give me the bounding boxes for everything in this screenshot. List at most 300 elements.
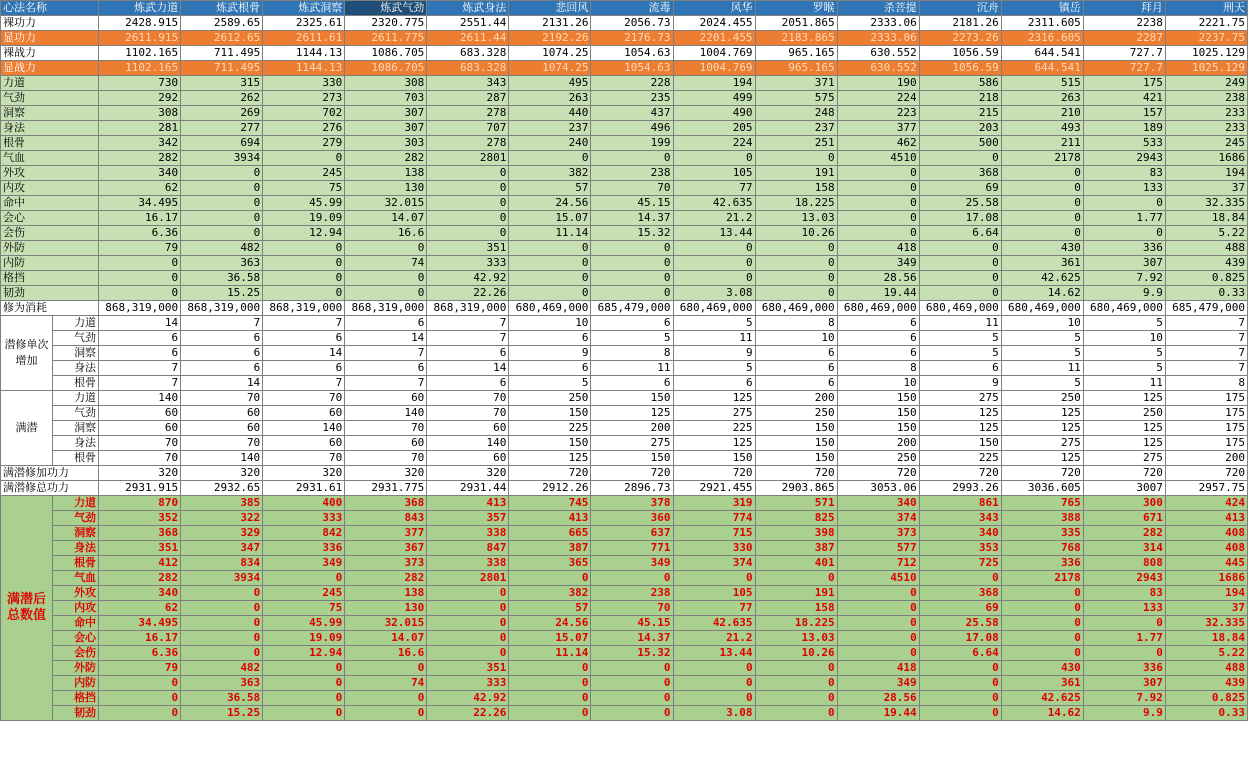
stat-cell[interactable]: 0 (591, 271, 673, 286)
full-potential-cell[interactable]: 60 (263, 436, 345, 451)
final-total-cell[interactable]: 0 (181, 631, 263, 646)
stat-cell[interactable]: 42.92 (427, 271, 509, 286)
final-total-cell[interactable]: 0 (99, 706, 181, 721)
single-increase-cell[interactable]: 6 (591, 316, 673, 331)
cost-cell[interactable]: 680,469,000 (509, 301, 591, 316)
stat-cell[interactable]: 0 (263, 256, 345, 271)
stat-cell[interactable]: 382 (509, 166, 591, 181)
final-total-cell[interactable]: 0 (263, 571, 345, 586)
single-increase-cell[interactable]: 6 (673, 376, 755, 391)
final-total-cell[interactable]: 378 (591, 496, 673, 511)
single-increase-cell[interactable]: 8 (1165, 376, 1247, 391)
stat-cell[interactable]: 315 (181, 76, 263, 91)
full-potential-cell[interactable]: 275 (673, 406, 755, 421)
single-increase-cell[interactable]: 9 (673, 346, 755, 361)
final-total-cell[interactable]: 0 (427, 601, 509, 616)
final-total-cell[interactable]: 75 (263, 601, 345, 616)
row-label[interactable]: 裸战力 (1, 46, 99, 61)
stat-cell[interactable]: 194 (673, 76, 755, 91)
cost-cell[interactable]: 868,319,000 (263, 301, 345, 316)
final-total-cell[interactable]: 319 (673, 496, 755, 511)
stat-cell[interactable]: 218 (919, 91, 1001, 106)
stat-cell[interactable]: 18.84 (1165, 211, 1247, 226)
final-total-cell[interactable]: 9.9 (1083, 706, 1165, 721)
stat-cell[interactable]: 0 (755, 151, 837, 166)
attribute-label[interactable]: 会心 (53, 631, 99, 646)
final-total-cell[interactable]: 488 (1165, 661, 1247, 676)
stat-cell[interactable]: 205 (673, 121, 755, 136)
stat-cell[interactable]: 0 (673, 271, 755, 286)
stat-cell[interactable]: 233 (1165, 121, 1247, 136)
stat-cell[interactable]: 17.08 (919, 211, 1001, 226)
final-total-cell[interactable]: 349 (837, 676, 919, 691)
single-increase-cell[interactable]: 6 (919, 361, 1001, 376)
stat-cell[interactable]: 515 (1001, 76, 1083, 91)
stat-cell[interactable]: 278 (427, 136, 509, 151)
stat-cell[interactable]: 730 (99, 76, 181, 91)
final-total-cell[interactable]: 36.58 (181, 691, 263, 706)
total-cell[interactable]: 320 (427, 466, 509, 481)
final-total-cell[interactable]: 0 (509, 571, 591, 586)
summary-cell[interactable]: 2611.44 (427, 31, 509, 46)
total-cell[interactable]: 720 (509, 466, 591, 481)
full-potential-cell[interactable]: 125 (591, 406, 673, 421)
stat-cell[interactable]: 336 (1083, 241, 1165, 256)
summary-cell[interactable]: 965.165 (755, 61, 837, 76)
final-total-cell[interactable]: 374 (673, 556, 755, 571)
final-total-cell[interactable]: 382 (509, 586, 591, 601)
stat-cell[interactable]: 203 (919, 121, 1001, 136)
stat-cell[interactable]: 0 (1001, 211, 1083, 226)
full-potential-cell[interactable]: 60 (263, 406, 345, 421)
column-header[interactable]: 镇岳 (1001, 1, 1083, 16)
final-total-cell[interactable]: 16.17 (99, 631, 181, 646)
stat-cell[interactable]: 495 (509, 76, 591, 91)
stat-cell[interactable]: 189 (1083, 121, 1165, 136)
stat-cell[interactable]: 237 (509, 121, 591, 136)
row-label[interactable]: 外防 (1, 241, 99, 256)
summary-cell[interactable]: 2325.61 (263, 16, 345, 31)
stat-cell[interactable]: 228 (591, 76, 673, 91)
stat-cell[interactable]: 0 (427, 211, 509, 226)
final-total-cell[interactable]: 373 (345, 556, 427, 571)
summary-cell[interactable]: 2238 (1083, 16, 1165, 31)
full-potential-cell[interactable]: 60 (427, 451, 509, 466)
final-total-cell[interactable]: 418 (837, 661, 919, 676)
final-total-cell[interactable]: 374 (837, 511, 919, 526)
final-total-cell[interactable]: 725 (919, 556, 1001, 571)
row-label[interactable]: 满潜修加功力 (1, 466, 99, 481)
final-total-cell[interactable]: 307 (1083, 676, 1165, 691)
stat-cell[interactable]: 351 (427, 241, 509, 256)
stat-cell[interactable]: 702 (263, 106, 345, 121)
total-cell[interactable]: 720 (919, 466, 1001, 481)
stat-cell[interactable]: 237 (755, 121, 837, 136)
stat-cell[interactable]: 16.6 (345, 226, 427, 241)
single-increase-cell[interactable]: 6 (837, 316, 919, 331)
final-total-cell[interactable]: 14.62 (1001, 706, 1083, 721)
final-total-cell[interactable]: 445 (1165, 556, 1247, 571)
full-potential-cell[interactable]: 250 (837, 451, 919, 466)
single-increase-cell[interactable]: 6 (181, 331, 263, 346)
stat-cell[interactable]: 45.15 (591, 196, 673, 211)
total-cell[interactable]: 2921.455 (673, 481, 755, 496)
final-total-cell[interactable]: 357 (427, 511, 509, 526)
summary-cell[interactable]: 711.495 (181, 61, 263, 76)
stat-cell[interactable]: 194 (1165, 166, 1247, 181)
full-potential-cell[interactable]: 140 (181, 451, 263, 466)
stat-cell[interactable]: 210 (1001, 106, 1083, 121)
full-potential-cell[interactable]: 70 (345, 451, 427, 466)
final-total-cell[interactable]: 0 (591, 571, 673, 586)
stat-cell[interactable]: 269 (181, 106, 263, 121)
summary-cell[interactable]: 1025.129 (1165, 46, 1247, 61)
final-total-cell[interactable]: 385 (181, 496, 263, 511)
stat-cell[interactable]: 0 (919, 271, 1001, 286)
total-cell[interactable]: 720 (1165, 466, 1247, 481)
full-potential-cell[interactable]: 125 (1083, 436, 1165, 451)
attribute-label[interactable]: 身法 (53, 436, 99, 451)
final-total-cell[interactable]: 0 (509, 661, 591, 676)
attribute-label[interactable]: 气血 (53, 571, 99, 586)
attribute-label[interactable]: 根骨 (53, 376, 99, 391)
final-total-cell[interactable]: 0 (1001, 616, 1083, 631)
full-potential-cell[interactable]: 60 (181, 421, 263, 436)
final-total-cell[interactable]: 336 (263, 541, 345, 556)
final-total-cell[interactable]: 0 (1001, 586, 1083, 601)
row-label[interactable]: 会伤 (1, 226, 99, 241)
stat-cell[interactable]: 0 (427, 166, 509, 181)
final-total-cell[interactable]: 0 (755, 661, 837, 676)
stat-cell[interactable]: 57 (509, 181, 591, 196)
stat-cell[interactable]: 28.56 (837, 271, 919, 286)
final-total-cell[interactable]: 45.15 (591, 616, 673, 631)
row-label[interactable]: 满潜修总功力 (1, 481, 99, 496)
final-total-cell[interactable]: 340 (99, 586, 181, 601)
summary-cell[interactable]: 683.328 (427, 61, 509, 76)
stat-cell[interactable]: 34.495 (99, 196, 181, 211)
single-increase-cell[interactable]: 6 (837, 331, 919, 346)
full-potential-cell[interactable]: 140 (345, 406, 427, 421)
stat-cell[interactable]: 0 (509, 286, 591, 301)
summary-cell[interactable]: 2611.915 (99, 31, 181, 46)
stat-cell[interactable]: 0 (919, 256, 1001, 271)
single-increase-cell[interactable]: 10 (509, 316, 591, 331)
final-total-cell[interactable]: 0 (755, 691, 837, 706)
single-increase-cell[interactable]: 11 (1083, 376, 1165, 391)
full-potential-cell[interactable]: 225 (919, 451, 1001, 466)
full-potential-cell[interactable]: 125 (1001, 406, 1083, 421)
stat-cell[interactable]: 13.44 (673, 226, 755, 241)
summary-cell[interactable]: 2181.26 (919, 16, 1001, 31)
final-total-cell[interactable]: 5.22 (1165, 646, 1247, 661)
final-total-cell[interactable]: 77 (673, 601, 755, 616)
stat-cell[interactable]: 0 (345, 241, 427, 256)
single-increase-cell[interactable]: 7 (427, 316, 509, 331)
stat-cell[interactable]: 7.92 (1083, 271, 1165, 286)
stat-cell[interactable]: 249 (1165, 76, 1247, 91)
stat-cell[interactable]: 0 (591, 256, 673, 271)
summary-cell[interactable]: 2056.73 (591, 16, 673, 31)
final-total-cell[interactable]: 0 (1083, 646, 1165, 661)
single-increase-cell[interactable]: 5 (509, 376, 591, 391)
stat-cell[interactable]: 308 (99, 106, 181, 121)
single-increase-cell[interactable]: 8 (591, 346, 673, 361)
final-total-cell[interactable]: 413 (509, 511, 591, 526)
single-increase-cell[interactable]: 7 (1165, 316, 1247, 331)
final-total-cell[interactable]: 0 (919, 691, 1001, 706)
final-total-cell[interactable]: 0 (345, 706, 427, 721)
final-total-cell[interactable]: 842 (263, 526, 345, 541)
final-total-cell[interactable]: 11.14 (509, 646, 591, 661)
stat-cell[interactable]: 6.36 (99, 226, 181, 241)
stat-cell[interactable]: 0 (837, 226, 919, 241)
final-total-cell[interactable]: 42.625 (1001, 691, 1083, 706)
full-potential-cell[interactable]: 60 (345, 436, 427, 451)
final-total-cell[interactable]: 408 (1165, 526, 1247, 541)
single-increase-cell[interactable]: 7 (1165, 331, 1247, 346)
final-total-cell[interactable]: 637 (591, 526, 673, 541)
summary-cell[interactable]: 965.165 (755, 46, 837, 61)
stat-cell[interactable]: 235 (591, 91, 673, 106)
final-total-cell[interactable]: 377 (345, 526, 427, 541)
full-potential-cell[interactable]: 70 (263, 391, 345, 406)
summary-cell[interactable]: 711.495 (181, 46, 263, 61)
stat-cell[interactable]: 0 (99, 286, 181, 301)
summary-cell[interactable]: 727.7 (1083, 46, 1165, 61)
cost-cell[interactable]: 868,319,000 (345, 301, 427, 316)
final-total-cell[interactable]: 825 (755, 511, 837, 526)
final-total-cell[interactable]: 715 (673, 526, 755, 541)
final-total-cell[interactable]: 2801 (427, 571, 509, 586)
stat-cell[interactable]: 245 (263, 166, 345, 181)
stat-cell[interactable]: 0 (1083, 226, 1165, 241)
final-total-cell[interactable]: 14.07 (345, 631, 427, 646)
stat-cell[interactable]: 77 (673, 181, 755, 196)
total-cell[interactable]: 2931.61 (263, 481, 345, 496)
single-increase-cell[interactable]: 6 (427, 346, 509, 361)
final-total-cell[interactable]: 70 (591, 601, 673, 616)
attribute-label[interactable]: 会伤 (53, 646, 99, 661)
summary-cell[interactable]: 2183.865 (755, 31, 837, 46)
final-total-cell[interactable]: 0 (837, 646, 919, 661)
single-increase-cell[interactable]: 5 (919, 346, 1001, 361)
final-total-cell[interactable]: 37 (1165, 601, 1247, 616)
final-total-cell[interactable]: 0 (263, 676, 345, 691)
stat-cell[interactable]: 0 (591, 286, 673, 301)
full-potential-cell[interactable]: 275 (1001, 436, 1083, 451)
stat-cell[interactable]: 42.635 (673, 196, 755, 211)
final-total-cell[interactable]: 282 (345, 571, 427, 586)
stat-cell[interactable]: 24.56 (509, 196, 591, 211)
final-total-cell[interactable]: 158 (755, 601, 837, 616)
stat-cell[interactable]: 133 (1083, 181, 1165, 196)
summary-cell[interactable]: 644.541 (1001, 46, 1083, 61)
stat-cell[interactable]: 37 (1165, 181, 1247, 196)
final-total-cell[interactable]: 0 (1001, 631, 1083, 646)
stat-cell[interactable]: 6.64 (919, 226, 1001, 241)
final-total-cell[interactable]: 79 (99, 661, 181, 676)
final-total-cell[interactable]: 0 (755, 571, 837, 586)
stat-cell[interactable]: 303 (345, 136, 427, 151)
full-potential-cell[interactable]: 150 (837, 406, 919, 421)
final-total-group-label[interactable]: 满潜后总数值 (1, 496, 53, 721)
stat-cell[interactable]: 0 (181, 211, 263, 226)
column-header[interactable]: 炼武力道 (99, 1, 181, 16)
summary-cell[interactable]: 2024.455 (673, 16, 755, 31)
single-increase-cell[interactable]: 5 (1001, 331, 1083, 346)
final-total-cell[interactable]: 870 (99, 496, 181, 511)
final-total-cell[interactable]: 17.08 (919, 631, 1001, 646)
stat-cell[interactable]: 0 (345, 271, 427, 286)
stat-cell[interactable]: 224 (837, 91, 919, 106)
full-potential-cell[interactable]: 250 (1083, 406, 1165, 421)
single-increase-cell[interactable]: 6 (509, 361, 591, 376)
final-total-cell[interactable]: 6.64 (919, 646, 1001, 661)
stat-cell[interactable]: 439 (1165, 256, 1247, 271)
final-total-cell[interactable]: 45.99 (263, 616, 345, 631)
summary-cell[interactable]: 1086.705 (345, 46, 427, 61)
row-label[interactable]: 洞察 (1, 106, 99, 121)
total-cell[interactable]: 320 (181, 466, 263, 481)
single-increase-cell[interactable]: 10 (1001, 316, 1083, 331)
single-increase-cell[interactable]: 5 (1001, 376, 1083, 391)
final-total-cell[interactable]: 34.495 (99, 616, 181, 631)
cost-cell[interactable]: 680,469,000 (673, 301, 755, 316)
full-potential-cell[interactable]: 175 (1165, 436, 1247, 451)
final-total-cell[interactable]: 245 (263, 586, 345, 601)
stat-cell[interactable]: 0 (919, 151, 1001, 166)
stat-cell[interactable]: 19.44 (837, 286, 919, 301)
final-total-cell[interactable]: 25.58 (919, 616, 1001, 631)
summary-cell[interactable]: 2176.73 (591, 31, 673, 46)
final-total-cell[interactable]: 22.26 (427, 706, 509, 721)
final-total-cell[interactable]: 400 (263, 496, 345, 511)
final-total-cell[interactable]: 18.225 (755, 616, 837, 631)
total-cell[interactable]: 2912.26 (509, 481, 591, 496)
summary-cell[interactable]: 1054.63 (591, 46, 673, 61)
stat-cell[interactable]: 287 (427, 91, 509, 106)
stat-cell[interactable]: 0 (673, 241, 755, 256)
attribute-label[interactable]: 力道 (53, 316, 99, 331)
final-total-cell[interactable]: 0 (427, 616, 509, 631)
row-label[interactable]: 内防 (1, 256, 99, 271)
single-increase-cell[interactable]: 5 (673, 316, 755, 331)
stat-cell[interactable]: 36.58 (181, 271, 263, 286)
stat-cell[interactable]: 4510 (837, 151, 919, 166)
final-total-cell[interactable]: 367 (345, 541, 427, 556)
final-total-cell[interactable]: 353 (919, 541, 1001, 556)
final-total-cell[interactable]: 0 (673, 691, 755, 706)
stat-cell[interactable]: 0 (181, 166, 263, 181)
stat-cell[interactable]: 307 (345, 121, 427, 136)
full-potential-cell[interactable]: 175 (1165, 421, 1247, 436)
full-potential-cell[interactable]: 200 (591, 421, 673, 436)
summary-cell[interactable]: 2311.605 (1001, 16, 1083, 31)
summary-cell[interactable]: 1074.25 (509, 61, 591, 76)
cost-cell[interactable]: 680,469,000 (755, 301, 837, 316)
stat-cell[interactable]: 0 (919, 241, 1001, 256)
final-total-cell[interactable]: 712 (837, 556, 919, 571)
stat-cell[interactable]: 0 (181, 226, 263, 241)
stat-cell[interactable]: 277 (181, 121, 263, 136)
attribute-label[interactable]: 身法 (53, 361, 99, 376)
single-increase-cell[interactable]: 8 (755, 316, 837, 331)
single-increase-cell[interactable]: 7 (181, 316, 263, 331)
stat-cell[interactable]: 308 (345, 76, 427, 91)
final-total-cell[interactable]: 28.56 (837, 691, 919, 706)
full-potential-cell[interactable]: 70 (345, 421, 427, 436)
final-total-cell[interactable]: 368 (345, 496, 427, 511)
final-total-cell[interactable]: 32.335 (1165, 616, 1247, 631)
full-potential-cell[interactable]: 275 (919, 391, 1001, 406)
stat-cell[interactable]: 215 (919, 106, 1001, 121)
single-increase-cell[interactable]: 7 (99, 376, 181, 391)
single-increase-cell[interactable]: 7 (345, 346, 427, 361)
stat-cell[interactable]: 488 (1165, 241, 1247, 256)
stat-cell[interactable]: 158 (755, 181, 837, 196)
final-total-cell[interactable]: 0 (181, 601, 263, 616)
stat-cell[interactable]: 307 (345, 106, 427, 121)
row-label[interactable]: 气劲 (1, 91, 99, 106)
summary-cell[interactable]: 2237.75 (1165, 31, 1247, 46)
final-total-cell[interactable]: 2943 (1083, 571, 1165, 586)
final-total-cell[interactable]: 0 (673, 661, 755, 676)
stat-cell[interactable]: 349 (837, 256, 919, 271)
column-header[interactable]: 杀菩提 (837, 1, 919, 16)
final-total-cell[interactable]: 19.09 (263, 631, 345, 646)
summary-cell[interactable]: 1056.59 (919, 61, 1001, 76)
final-total-cell[interactable]: 0 (837, 616, 919, 631)
final-total-cell[interactable]: 105 (673, 586, 755, 601)
final-total-cell[interactable]: 401 (755, 556, 837, 571)
total-cell[interactable]: 2993.26 (919, 481, 1001, 496)
full-potential-cell[interactable]: 125 (1001, 451, 1083, 466)
full-potential-cell[interactable]: 200 (755, 391, 837, 406)
final-total-cell[interactable]: 15.32 (591, 646, 673, 661)
stat-cell[interactable]: 1686 (1165, 151, 1247, 166)
stat-cell[interactable]: 175 (1083, 76, 1165, 91)
single-increase-cell[interactable]: 6 (427, 376, 509, 391)
summary-cell[interactable]: 2612.65 (181, 31, 263, 46)
summary-cell[interactable]: 1086.705 (345, 61, 427, 76)
summary-cell[interactable]: 683.328 (427, 46, 509, 61)
final-total-cell[interactable]: 0 (509, 706, 591, 721)
final-total-cell[interactable]: 138 (345, 586, 427, 601)
cost-cell[interactable]: 868,319,000 (181, 301, 263, 316)
full-potential-cell[interactable]: 140 (427, 436, 509, 451)
final-total-cell[interactable]: 0 (591, 661, 673, 676)
column-header[interactable]: 炼武洞察 (263, 1, 345, 16)
stat-cell[interactable]: 0 (509, 256, 591, 271)
single-increase-cell[interactable]: 10 (837, 376, 919, 391)
final-total-cell[interactable]: 338 (427, 526, 509, 541)
full-potential-cell[interactable]: 150 (509, 436, 591, 451)
single-increase-cell[interactable]: 10 (755, 331, 837, 346)
stat-cell[interactable]: 251 (755, 136, 837, 151)
stat-cell[interactable]: 0 (755, 286, 837, 301)
single-increase-cell[interactable]: 14 (263, 346, 345, 361)
stat-cell[interactable]: 130 (345, 181, 427, 196)
single-increase-cell[interactable]: 5 (1083, 361, 1165, 376)
final-total-cell[interactable]: 671 (1083, 511, 1165, 526)
summary-cell[interactable]: 2273.26 (919, 31, 1001, 46)
final-total-cell[interactable]: 42.92 (427, 691, 509, 706)
stat-cell[interactable]: 14.07 (345, 211, 427, 226)
final-total-cell[interactable]: 19.44 (837, 706, 919, 721)
final-total-cell[interactable]: 0 (591, 676, 673, 691)
stat-cell[interactable]: 5.22 (1165, 226, 1247, 241)
